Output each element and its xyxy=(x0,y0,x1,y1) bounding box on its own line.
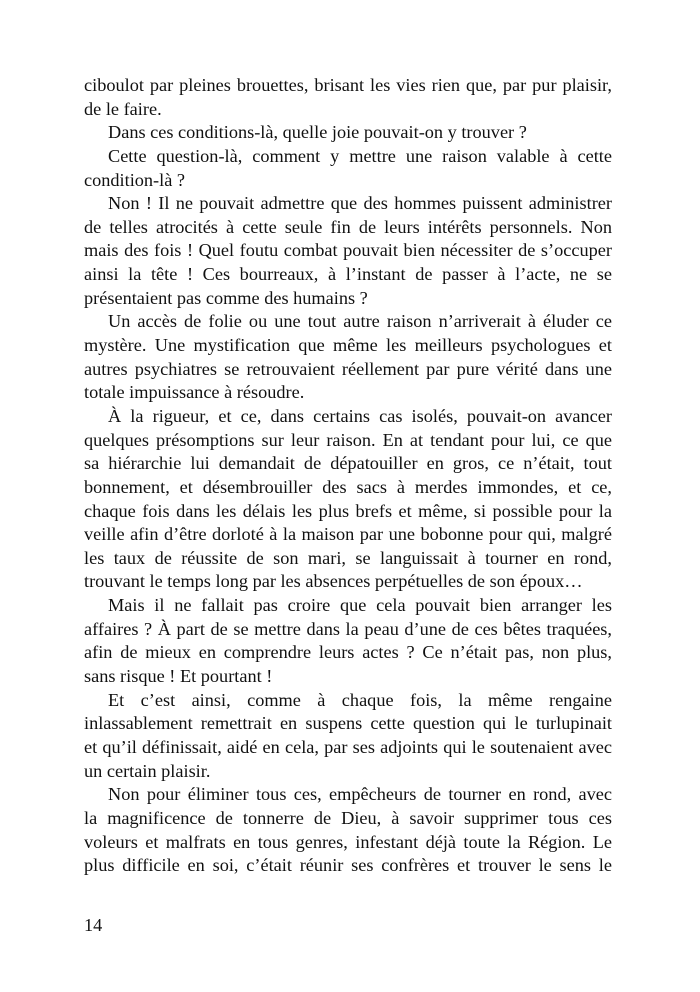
paragraph xyxy=(84,74,612,121)
text-line: condition-là ? xyxy=(84,169,186,190)
text-line: veille afin d’être dorloté à la maison par une bobonne pour qui, malgré xyxy=(84,524,612,545)
page-number: 14 xyxy=(84,915,103,935)
text-line: À la rigueur, et ce, dans certains cas isolés, pouvait-on avancer xyxy=(108,405,612,426)
text-line: sans risque ! Et pourtant ! xyxy=(84,666,273,687)
text-line: inlassablement remettrait en suspens cette question qui le turlupinait xyxy=(84,713,612,734)
text-line: Mais il ne fallait pas croire que cela pouvait bien arranger les xyxy=(108,595,612,616)
text-line: chaque fois dans les délais les plus brefs et même, si possible pour la xyxy=(84,500,612,521)
paragraph xyxy=(84,145,612,192)
text-line: Non ! Il ne pouvait admettre que des hommes puissent administrer xyxy=(108,193,612,214)
text-line: afin de mieux en comprendre leurs actes ? Ce n’était pas, non plus, xyxy=(84,642,612,663)
text-line: bonnement, et désembrouiller des sacs à merdes immondes, et ce, xyxy=(84,476,612,497)
text-line: un certain plaisir. xyxy=(84,760,211,781)
text-line: Et c’est ainsi, comme à chaque fois, la même rengaine xyxy=(108,689,612,710)
text-line: ainsi la tête ! Ces bourreaux, à l’instant de passer à l’acte, ne se xyxy=(84,264,612,285)
text-line: ciboulot par pleines brouettes, brisant les vies rien que, par pur plaisir, xyxy=(84,75,612,95)
paragraph xyxy=(84,783,612,878)
text-line: les taux de réussite de son mari, se languissait à tourner en rond, xyxy=(84,547,612,568)
text-line: présentaient pas comme des humains ? xyxy=(84,287,368,308)
text-line: affaires ? À part de se mettre dans la peau d’une de ces bêtes traquées, xyxy=(84,618,612,639)
text-line: la magnificence de tonnerre de Dieu, à savoir supprimer tous ces xyxy=(84,807,612,828)
text-line: sa hiérarchie lui demandait de dépatouiller en gros, ce n’était, tout xyxy=(84,453,612,474)
text-line: et qu’il définissait, aidé en cela, par ses adjoints qui le soutenaient avec xyxy=(84,736,612,757)
paragraph xyxy=(84,310,612,405)
paragraph xyxy=(84,594,612,689)
paragraph xyxy=(84,192,612,310)
text-line: Non pour éliminer tous ces, empêcheurs de tourner en rond, avec xyxy=(108,784,612,805)
paragraph xyxy=(84,689,612,784)
text-line: mais des fois ! Quel foutu combat pouvait bien nécessiter de s’occuper xyxy=(84,240,612,261)
text-line: de telles atrocités à cette seule fin de leurs intérêts personnels. Non xyxy=(84,216,612,237)
text-line: quelques présomptions sur leur raison. En at tendant pour lui, ce que xyxy=(84,429,612,450)
text-line: Cette question-là, comment y mettre une raison valable à cette xyxy=(108,145,612,166)
text-line: plus difficile en soi, c’était réunir ses confrères et trouver le sens le xyxy=(84,855,612,876)
paragraph xyxy=(84,405,612,594)
text-line: mystère. Une mystification que même les meilleurs psychologues et xyxy=(84,335,612,356)
text-line: voleurs et malfrats en tous genres, infestant déjà toute la Région. Le xyxy=(84,831,612,852)
paragraph xyxy=(84,121,612,145)
text-line: Dans ces conditions-là, quelle joie pouvait-on y trouver ? xyxy=(108,122,527,143)
text-line: trouvant le temps long par les absences perpétuelles de son époux… xyxy=(84,571,583,592)
page-body-text xyxy=(84,74,612,878)
text-line: totale impuissance à résoudre. xyxy=(84,382,305,403)
text-line: de le faire. xyxy=(84,98,162,119)
text-line: autres psychiatres se retrouvaient réellement par pure vérité dans une xyxy=(84,358,612,379)
text-line: Un accès de folie ou une tout autre raison n’arriverait à éluder ce xyxy=(108,311,612,332)
